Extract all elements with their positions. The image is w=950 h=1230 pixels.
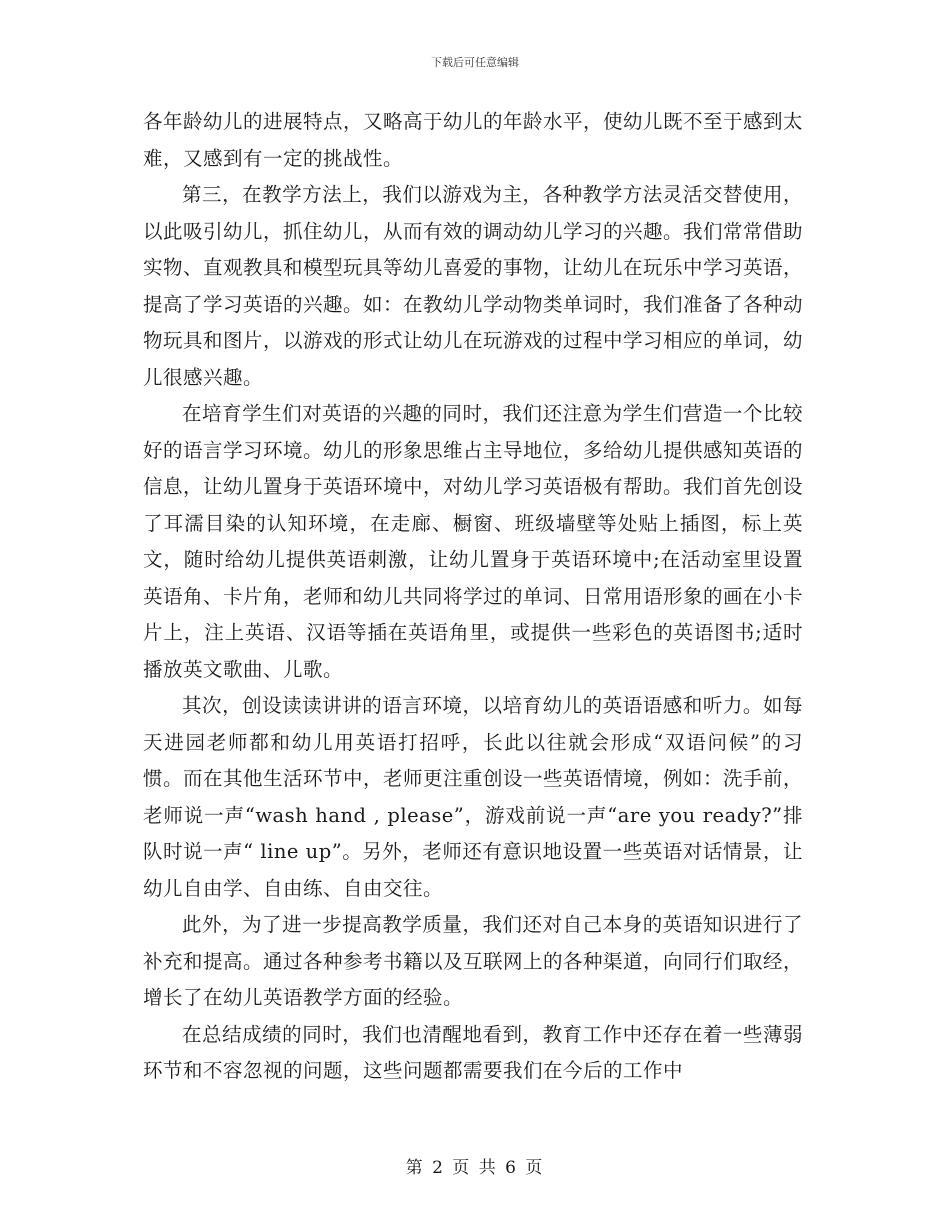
paragraph-6: 在总结成绩的同时，我们也清醒地看到，教育工作中还存在着一些薄弱环节和不容忽视的问题，这些问题都需要我们在今后的工作中: [143, 1022, 803, 1082]
page-number: 第 2 页 共 6 页: [405, 1158, 545, 1178]
paragraph-2: 第三，在教学方法上，我们以游戏为主，各种教学方法灵活交替使用，以此吸引幼儿，抓住幼儿，从而有效的调动幼儿学习的兴趣。我们常常借助实物、直观教具和模型玩具等幼儿喜爱的事物，让幼儿在玩乐中学习英语，提高了学习英语的兴趣。如：在教幼儿学动物类单词时，我们准备了各种动物玩具和图片，以游戏的形式让幼儿在玩游戏的过程中学习相应的单词，幼儿很感兴趣。: [143, 183, 804, 389]
document-body: [143, 104, 803, 1090]
paragraph-1: 各年龄幼儿的进展特点，又略高于幼儿的年龄水平，使幼儿既不至于感到太难，又感到有一定的挑战性。: [143, 110, 804, 170]
paragraph-5: 此外，为了进一步提高教学质量，我们还对自己本身的英语知识进行了补充和提高。通过各种参考书籍以及互联网上的各种渠道，向同行们取经，增长了在幼儿英语教学方面的经验。: [143, 913, 804, 1009]
page-header-note: 下载后可任意编辑: [431, 56, 519, 69]
paragraph-3: 在培育学生们对英语的兴趣的同时，我们还注意为学生们营造一个比较好的语言学习环境。幼儿的形象思维占主导地位，多给幼儿提供感知英语的信息，让幼儿置身于英语环境中，对幼儿学习英语极有帮助。我们首先创设了耳濡目染的认知环境，在走廊、橱窗、班级墙壁等处贴上插图，标上英文，随时给幼儿提供英语刺激，让幼儿置身于英语环境中;在活动室里设置英语角、卡片角，老师和幼儿共同将学过的单词、日常用语形象的画在小卡片上，注上英语、汉语等插在英语角里，或提供一些彩色的英语图书;适时播放英文歌曲、儿歌。: [143, 402, 804, 681]
paragraph-4: 其次，创设读读讲讲的语言环境，以培育幼儿的英语语感和听力。如每天进园老师都和幼儿用英语打招呼，长此以往就会形成“双语问候”的习惯。而在其他生活环节中，老师更注重创设一些英语情境，例如：洗手前，老师说一声“wash hand , please”，游戏前说一声“are you ready?”排队时说一声“ line up”。另外，老师还有意识地设置一些英语对话情景，让幼儿自由学、自由练、自由交往。: [143, 694, 804, 900]
